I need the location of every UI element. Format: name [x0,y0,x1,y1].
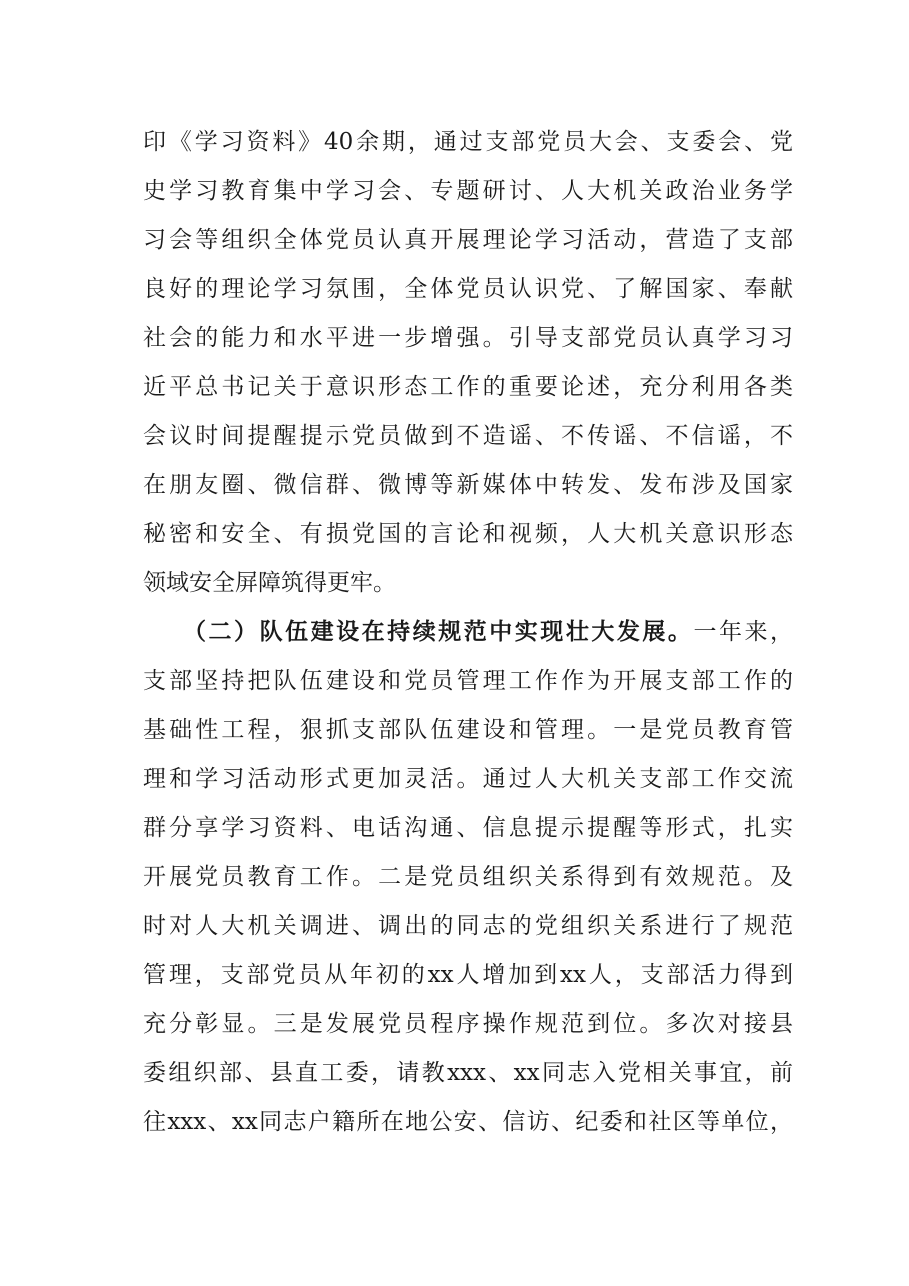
paragraph-2-line-9: 充分彰显。三是发展党员程序操作规范到位。多次对接县 [143,1011,793,1037]
paragraph-2-line-5: 群分享学习资料、电话沟通、信息提示提醒等形式，扎实 [143,815,793,841]
paragraph-1-line-2: 史学习教育集中学习会、专题研讨、人大机关政治业务学 [143,178,793,204]
paragraph-2-lead-in: 一年来， [693,619,794,645]
paragraph-2-line-11: 往xxx、xx同志户籍所在地公安、信访、纪委和社区等单位， [143,1109,793,1135]
paragraph-2-first-line [143,608,793,657]
paragraph-1-line-5: 社会的能力和水平进一步增强。引导支部党员认真学习习 [143,325,793,351]
paragraph-1-line-8: 在朋友圈、微信群、微博等新媒体中转发、发布涉及国家 [143,472,793,498]
paragraph-2-line-2: 支部坚持把队伍建设和党员管理工作作为开展支部工作的 [143,668,793,694]
paragraph-1-line-4: 良好的理论学习氛围，全体党员认识党、了解国家、奉献 [143,276,793,302]
paragraph-2-line-7: 时对人大机关调进、调出的同志的党组织关系进行了规范 [143,913,793,939]
document-body [143,118,793,1147]
paragraph-2-line-10: 委组织部、县直工委，请教xxx、xx同志入党相关事宜，前 [143,1060,793,1086]
paragraph-2-line-3: 基础性工程，狠抓支部队伍建设和管理。一是党员教育管 [143,717,793,743]
section-heading: （二）队伍建设在持续规范中实现壮大发展。 [183,619,694,645]
paragraph-2-line-8: 管理，支部党员从年初的xx人增加到xx人，支部活力得到 [143,962,793,988]
paragraph-1-line-3: 习会等组织全体党员认真开展理论学习活动，营造了支部 [143,227,793,253]
paragraph-1-line-1: 印《学习资料》40余期，通过支部党员大会、支委会、党 [143,129,793,155]
paragraph-1-line-9: 秘密和安全、有损党国的言论和视频，人大机关意识形态 [143,521,793,547]
paragraph-2-line-6: 开展党员教育工作。二是党员组织关系得到有效规范。及 [143,864,793,890]
paragraph-1-line-7: 会议时间提醒提示党员做到不造谣、不传谣、不信谣，不 [143,423,793,449]
paragraph-1-line-6: 近平总书记关于意识形态工作的重要论述，充分利用各类 [143,374,793,400]
paragraph-1-line-10: 领域安全屏障筑得更牢。 [143,570,396,596]
paragraph-2-line-4: 理和学习活动形式更加灵活。通过人大机关支部工作交流 [143,766,793,792]
